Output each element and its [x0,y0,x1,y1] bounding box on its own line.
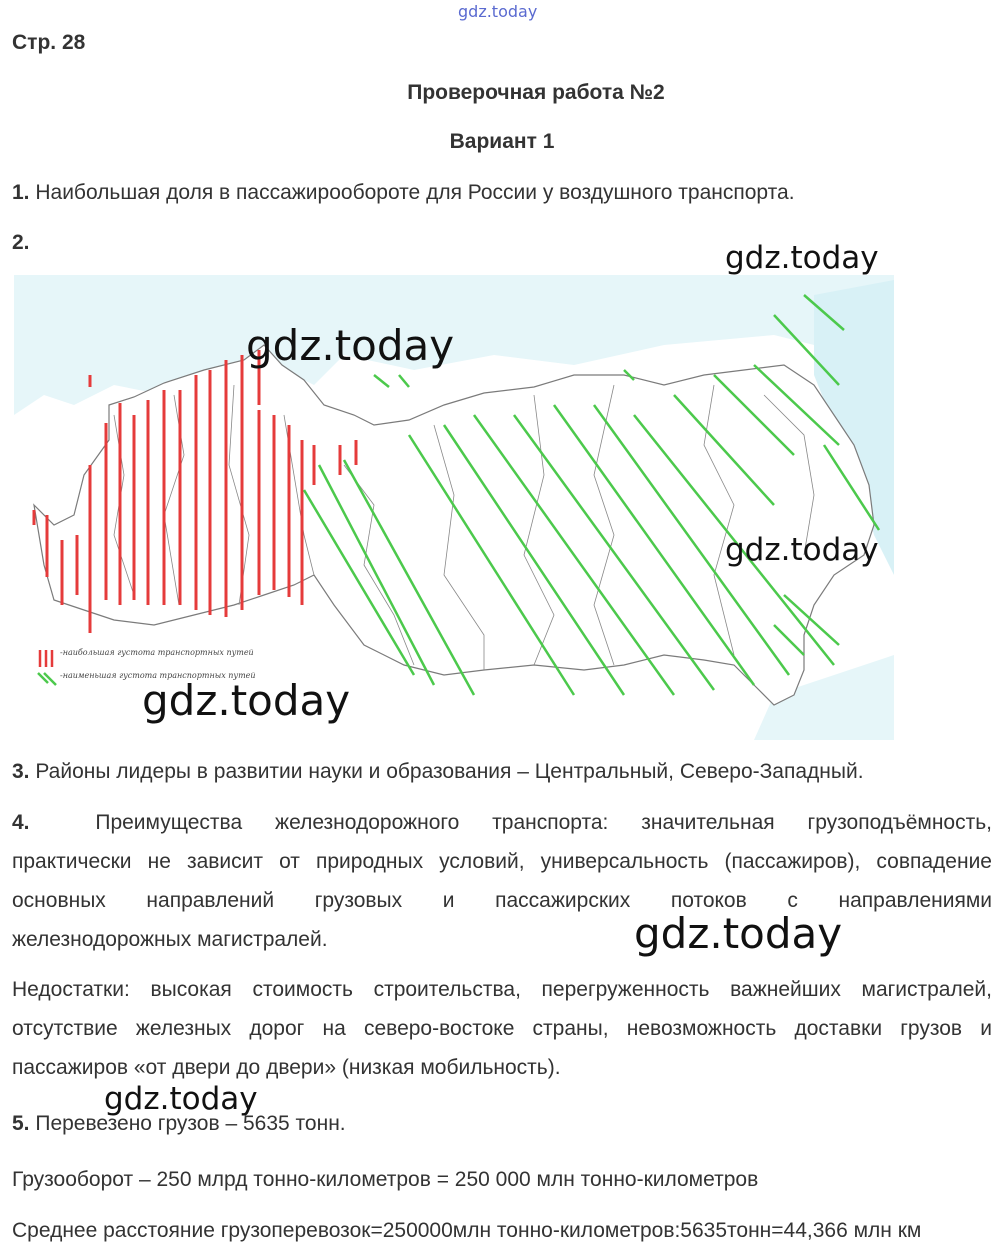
answer-number: 4. [12,811,30,834]
answer-number: 1. [12,181,30,204]
answer-3 [12,753,864,791]
answer-text: Перевезено грузов – 5635 тонн. [35,1112,346,1135]
answer-4-line-1 [12,804,992,842]
page-title: Проверочная работа №2 [407,81,665,104]
answer-2-number: 2. [12,231,30,254]
watermark: gdz.today [634,909,843,958]
answer-5-line-2: Грузооборот – 250 млрд тонно-километров = 250 000 млн тонно-километров [12,1168,759,1191]
legend-red-label: -наибольшая густота транспортных путей [60,648,254,657]
watermark: gdz.today [246,321,455,370]
answer-text: Районы лидеры в развитии науки и образования – Центральный, Северо-Западный. [35,760,864,783]
answer-1 [12,174,795,212]
answer-4-line-2: практически не зависит от природных условий, универсальность (пассажиров), совпадение [12,850,992,873]
variant-title: Вариант 1 [449,130,555,153]
watermark: gdz.today [725,532,879,568]
watermark: gdz.today [142,676,351,725]
answer-text: Наибольшая доля в пассажирообороте для России у воздушного транспорта. [35,181,795,204]
answer-number: 5. [12,1112,30,1135]
answer-number: 3. [12,760,30,783]
page-ref: Стр. 28 [12,31,86,54]
answer-4-line-4: железнодорожных магистралей. [12,928,328,951]
answer-text: Преимущества железнодорожного транспорта: значительная грузоподъёмность, [95,811,992,834]
answer-5-line-3: Среднее расстояние грузоперевозок=250000млн тонно-километров:5635тонн=44,366 млн км [12,1219,922,1242]
watermark: gdz.today [725,240,879,276]
answer-4-cons-line-3: пассажиров «от двери до двери» (низкая мобильность). [12,1056,561,1079]
answer-4-line-3: основных направлений грузовых и пассажирских потоков с направлениями [12,889,992,912]
answer-4-cons-line-1: Недостатки: высокая стоимость строительства, перегруженность важнейших магистралей, [12,978,992,1001]
answer-4-cons-line-2: отсутствие железных дорог на северо-востоке страны, невозможность доставки грузов и [12,1017,992,1040]
legend-green-label: -наименьшая густота транспортных путей [60,671,256,680]
top-watermark: gdz.today [458,2,538,21]
watermark: gdz.today [104,1081,258,1117]
